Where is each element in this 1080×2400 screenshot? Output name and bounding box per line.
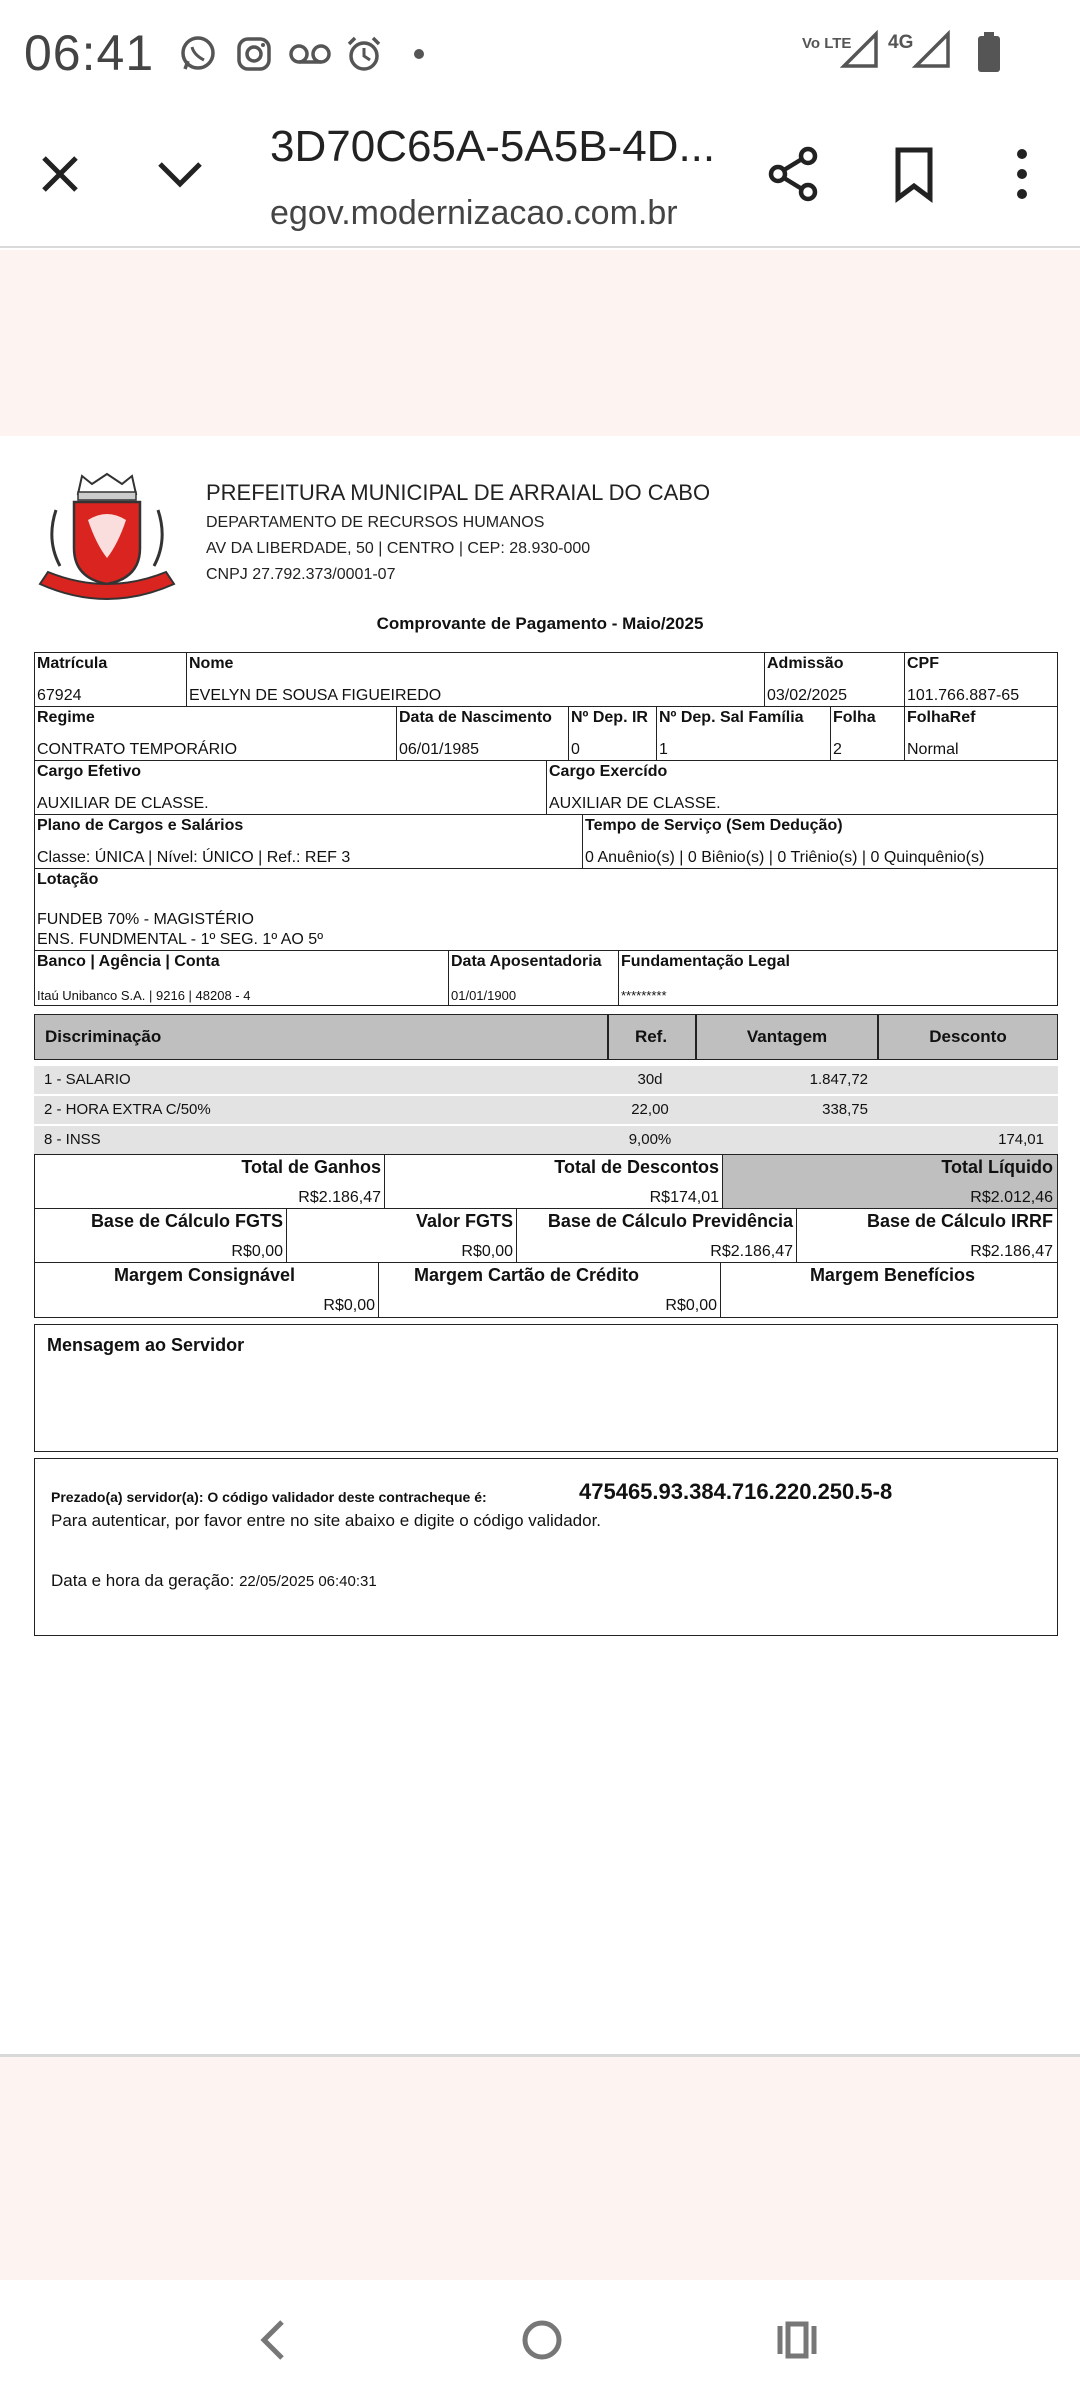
voicemail-icon (288, 34, 332, 74)
margem-consignavel: Margem Consignável R$0,00 (34, 1262, 380, 1318)
field-admissao: Admissão 03/02/2025 (764, 652, 906, 708)
field-nascimento: Data de Nascimento 06/01/1985 (396, 706, 570, 762)
field-folharef: FolhaRef Normal (904, 706, 1058, 762)
margem-beneficios: Margem Benefícios (720, 1262, 1058, 1318)
battery-icon (974, 30, 1004, 74)
mensagem-servidor-label: Mensagem ao Servidor (47, 1335, 245, 1355)
base-irrf: Base de Cálculo IRRF R$2.186,47 (796, 1208, 1058, 1264)
field-fundamentacao: Fundamentação Legal ********* (618, 950, 1058, 1006)
base-fgts: Base de Cálculo FGTS R$0,00 (34, 1208, 288, 1264)
header-org: PREFEITURA MUNICIPAL DE ARRAIAL DO CABO (206, 480, 711, 505)
home-icon[interactable] (512, 2310, 572, 2370)
page-background-bottom (0, 2054, 1080, 2280)
page-background-top (0, 250, 1080, 436)
col-vantagem: Vantagem (746, 1027, 828, 1046)
network-indicator: 4G (888, 32, 914, 53)
field-regime: Regime CONTRATO TEMPORÁRIO (34, 706, 398, 762)
close-icon[interactable] (30, 144, 90, 204)
field-cargo-efetivo: Cargo Efetivo AUXILIAR DE CLASSE. (34, 760, 548, 816)
valor-fgts: Valor FGTS R$0,00 (286, 1208, 518, 1264)
share-icon[interactable] (764, 144, 824, 204)
alarm-icon (344, 34, 384, 74)
total-descontos: Total de Descontos R$174,01 (384, 1154, 724, 1210)
field-aposentadoria: Data Aposentadoria 01/01/1900 (448, 950, 620, 1006)
instagram-icon (234, 34, 274, 74)
header-cnpj: CNPJ 27.792.373/0001-07 (206, 566, 396, 583)
base-previdencia: Base de Cálculo Previdência R$2.186,47 (516, 1208, 798, 1264)
header-dept: DEPARTAMENTO DE RECURSOS HUMANOS (206, 514, 545, 531)
more-vert-icon[interactable] (1000, 144, 1044, 204)
field-nome: Nome EVELYN DE SOUSA FIGUEIREDO (186, 652, 766, 708)
field-matricula: Matrícula 67924 (34, 652, 188, 708)
discriminacao-header (34, 1014, 1058, 1060)
header-address: AV DA LIBERDADE, 50 | CENTRO | CEP: 28.930-000 (206, 540, 591, 557)
field-dep-ir: Nº Dep. IR 0 (568, 706, 658, 762)
col-desconto: Desconto (929, 1027, 1007, 1046)
municipal-crest-logo (34, 470, 180, 606)
data-geracao (51, 1571, 377, 1591)
field-plano-cargos: Plano de Cargos e Salários Classe: ÚNICA | Nível: ÚNICO | Ref.: REF 3 (34, 814, 584, 870)
dot-icon (404, 34, 434, 74)
margem-cartao: Margem Cartão de Crédito R$0,00 (378, 1262, 722, 1318)
whatsapp-icon (178, 34, 218, 74)
browser-toolbar (0, 100, 1080, 248)
col-ref: Ref. (634, 1027, 668, 1046)
field-lotacao: Lotação FUNDEB 70% - MAGISTÉRIO ENS. FUNDMENTAL - 1º SEG. 1º AO 5º (34, 868, 1058, 952)
field-folha: Folha 2 (830, 706, 906, 762)
total-ganhos: Total de Ganhos R$2.186,47 (34, 1154, 386, 1210)
bookmark-icon[interactable] (884, 144, 944, 204)
table-row: 8 - INSS 9,00% 174,01 (34, 1126, 1058, 1154)
field-cpf: CPF 101.766.887-65 (904, 652, 1058, 708)
recents-icon[interactable] (772, 2310, 822, 2370)
back-icon[interactable] (248, 2310, 298, 2370)
data-geracao-label: Data e hora da geração: (51, 1571, 235, 1590)
validacao-instructions: Para autenticar, por favor entre no site abaixo e digite o código validador. (51, 1511, 602, 1530)
status-time: 06:41 (24, 25, 155, 81)
field-banco: Banco | Agência | Conta Itaú Unibanco S.A. | 9216 | 48208 - 4 (34, 950, 450, 1006)
volte-indicator: Vo LTE (802, 35, 852, 52)
signal-icon (840, 30, 880, 70)
page-title[interactable]: 3D70C65A-5A5B-4D... (270, 122, 716, 171)
data-geracao-value: 22/05/2025 06:40:31 (239, 1573, 377, 1590)
table-row: 2 - HORA EXTRA C/50% 22,00 338,75 (34, 1096, 1058, 1124)
validacao-code: 475465.93.384.716.220.250.5-8 (579, 1479, 893, 1504)
system-nav-bar (0, 2280, 1080, 2400)
page-url[interactable]: egov.modernizacao.com.br (270, 194, 678, 232)
document-title: Comprovante de Pagamento - Maio/2025 (376, 614, 704, 633)
payslip-document (0, 436, 1080, 2054)
status-bar (0, 0, 1080, 100)
validacao-intro: Prezado(a) servidor(a): O código validador deste contracheque é: (51, 1489, 487, 1505)
col-discriminacao: Discriminação (45, 1027, 162, 1046)
field-tempo-servico: Tempo de Serviço (Sem Dedução) 0 Anuênio(s) | 0 Biênio(s) | 0 Triênio(s) | 0 Quinquênio(s) (582, 814, 1058, 870)
mensagem-servidor-box (34, 1324, 1058, 1452)
field-dep-sal-familia: Nº Dep. Sal Família 1 (656, 706, 832, 762)
signal-4g-icon (912, 30, 952, 70)
table-row: 1 - SALARIO 30d 1.847,72 (34, 1066, 1058, 1094)
validacao-box (34, 1458, 1058, 1636)
field-cargo-exercido: Cargo Exercído AUXILIAR DE CLASSE. (546, 760, 1058, 816)
total-liquido: Total Líquido R$2.012,46 (722, 1154, 1058, 1210)
chevron-down-icon[interactable] (150, 144, 210, 204)
